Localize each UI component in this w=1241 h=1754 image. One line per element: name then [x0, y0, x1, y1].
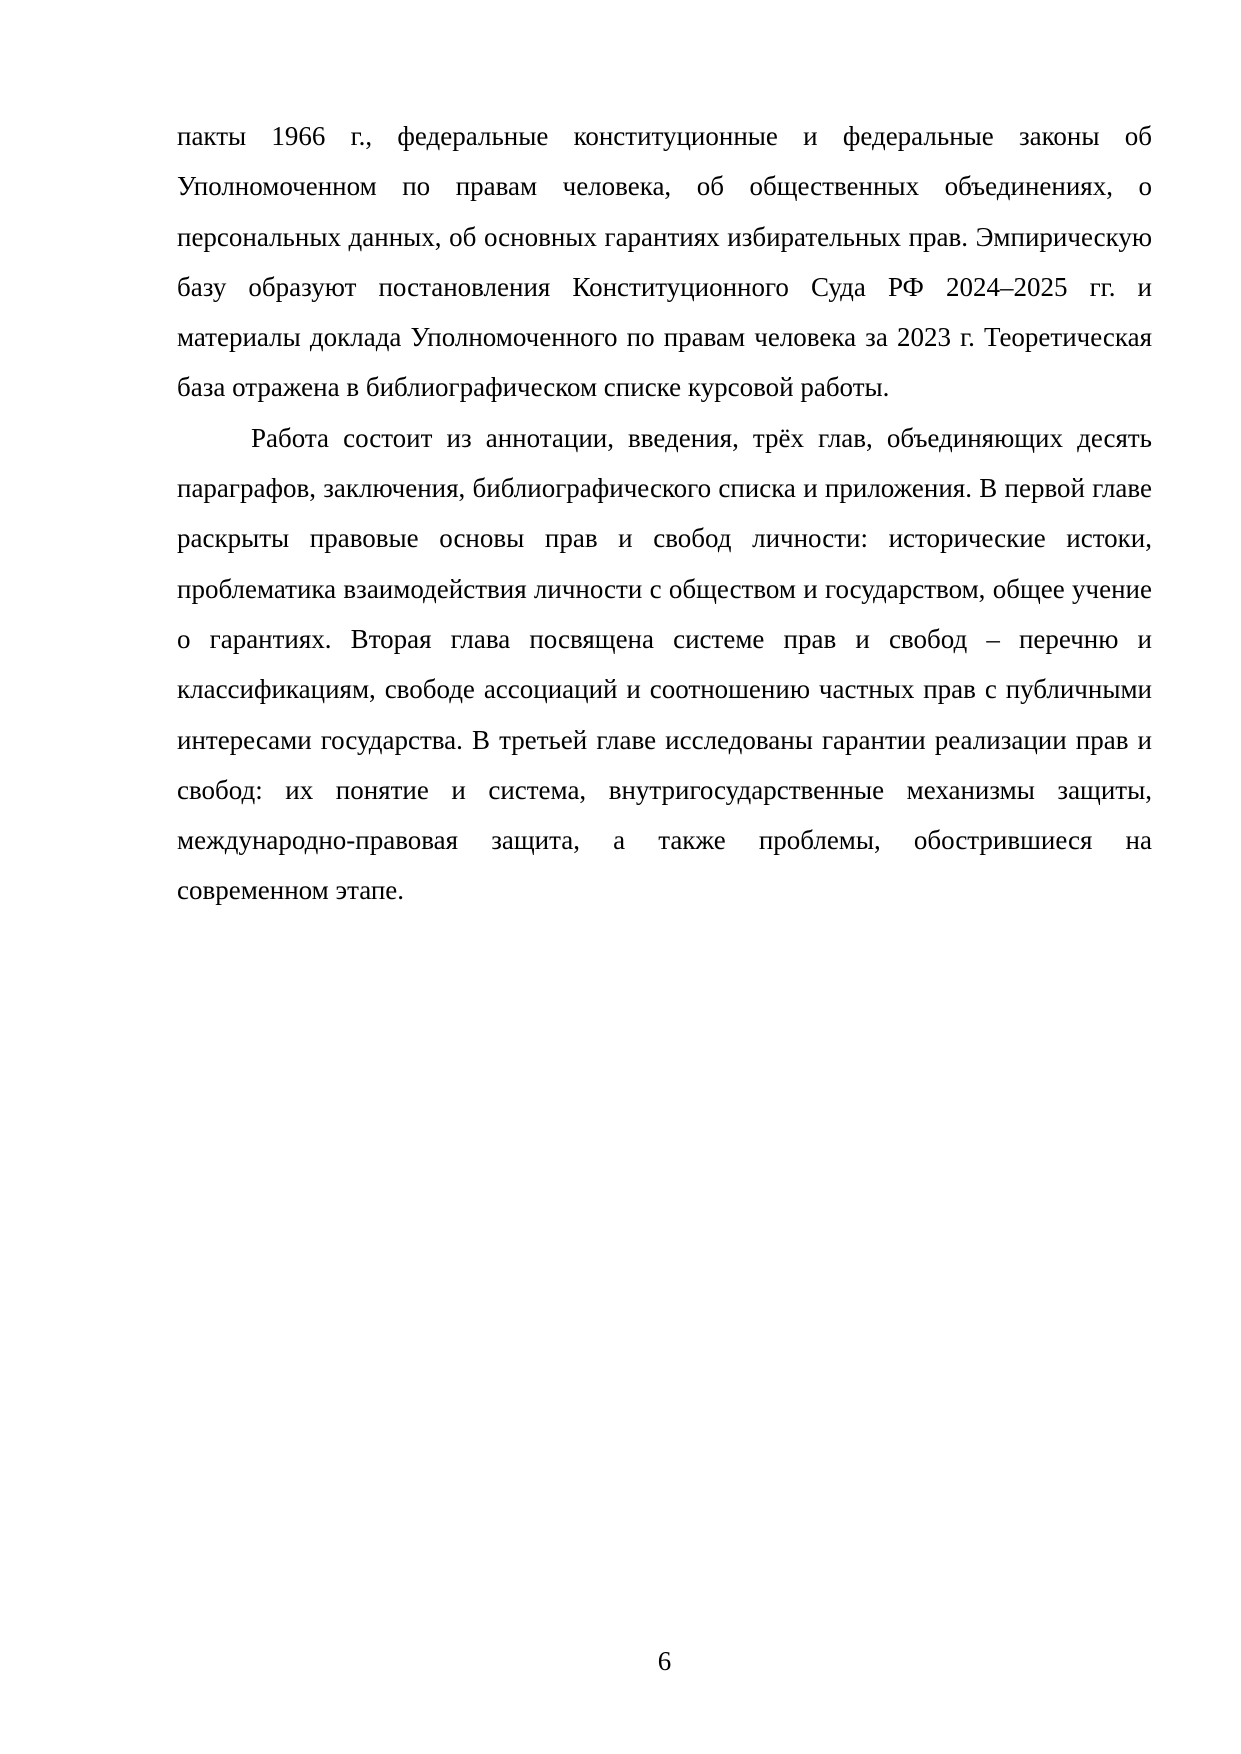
paragraph-structure: Работа состоит из аннотации, введения, трёх глав, объединяющих десять параграфов, заключения, библиографического списка и приложения. В первой главе раскрыты правовые основы прав и свобод личности: исторические истоки, проблематика взаимодействия личности с обществом и государством, общее учение о гарантиях. Вторая глава посвящена системе прав и свобод – перечню и классификациям, свободе ассоциаций и соотношению частных прав с публичными интересами государства. В третьей главе исследованы гарантии реализации прав и свобод: их понятие и система, внутригосударственные механизмы защиты, международно-правовая защита, а также проблемы, обострившиеся на современном этапе. — [177, 422, 1152, 906]
paragraph-sources: пакты 1966 г., федеральные конституционные и федеральные законы об Уполномоченном по правам человека, об общественных объединениях, о персональных данных, об основных гарантиях избирательных прав. Эмпирическую базу образуют постановления Конституционного Суда РФ 2024–2025 гг. и материалы доклада Уполномоченного по правам человека за 2023 г. Теоретическая база отражена в библиографическом списке курсовой работы. — [177, 121, 1152, 403]
page-number: 6 — [657, 1646, 672, 1676]
document-body — [177, 111, 1152, 916]
